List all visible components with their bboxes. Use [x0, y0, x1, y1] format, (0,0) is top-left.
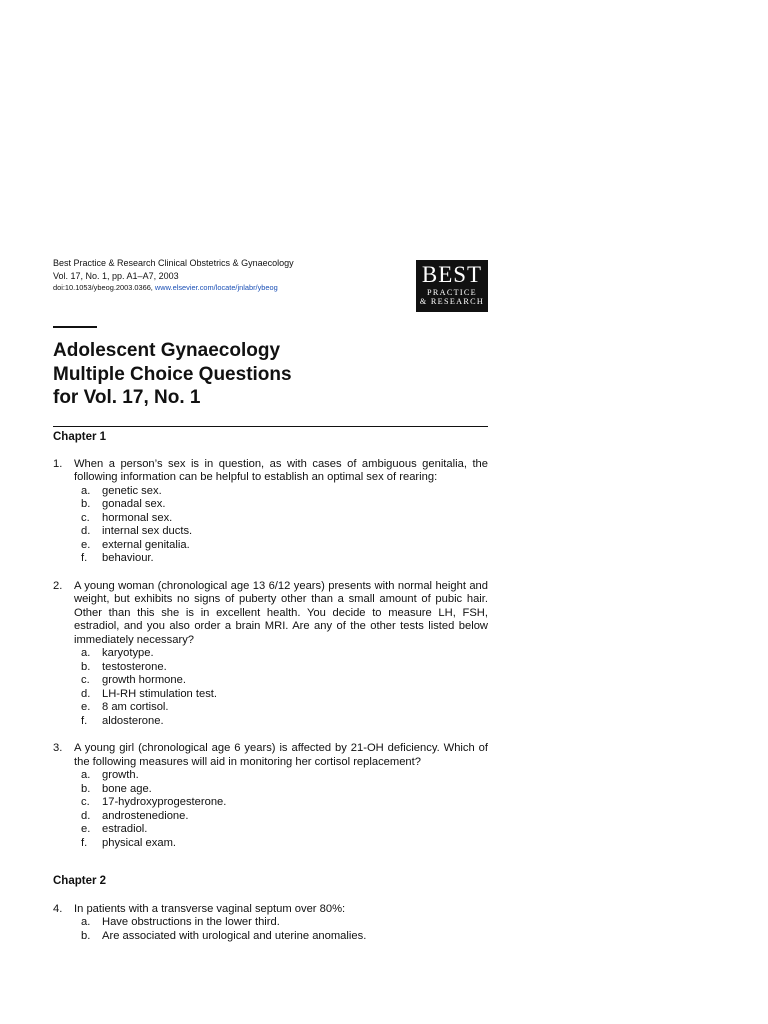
option-item	[74, 715, 488, 729]
logo-line-best: BEST	[421, 262, 483, 287]
option-item	[74, 498, 488, 512]
option-text: Have obstructions in the lower third.	[102, 916, 280, 928]
journal-volume: Vol. 17, No. 1, pp. A1–A7, 2003	[53, 270, 179, 281]
option-letter: f.	[81, 714, 88, 727]
option-text: androstenedione.	[102, 809, 189, 822]
option-letter: d.	[81, 687, 91, 700]
question-text: A young girl (chronological age 6 years) is affected by 21-OH deficiency. Which of the following measures will aid in monitoring her cortisol replacement?	[74, 742, 488, 768]
option-item	[74, 539, 488, 553]
journal-doi: doi:10.1053/ybeog.2003.0366,	[53, 283, 155, 292]
option-item	[74, 796, 488, 810]
option-text: gonadal sex.	[102, 498, 166, 510]
option-text: testosterone.	[102, 660, 167, 673]
option-text: Are associated with urological and uterine anomalies.	[102, 929, 367, 942]
option-letter: a.	[81, 769, 91, 781]
question-number: 3.	[53, 742, 63, 754]
title-line-2: Multiple Choice Questions	[53, 363, 292, 385]
title-line-1: Adolescent Gynaecology	[53, 340, 281, 361]
option-list	[74, 647, 488, 728]
option-letter: a.	[81, 916, 91, 928]
option-text: genetic sex.	[102, 484, 162, 497]
option-letter: c.	[81, 674, 90, 686]
question-2	[53, 580, 488, 729]
option-item	[74, 552, 488, 566]
option-letter: e.	[81, 823, 91, 835]
option-letter: f.	[81, 552, 88, 564]
option-item	[74, 647, 488, 661]
logo-line-practice: PRACTICE	[427, 288, 477, 297]
question-number: 2.	[53, 579, 63, 592]
option-letter: d.	[81, 525, 91, 537]
question-number: 1.	[53, 457, 63, 470]
question-number: 4.	[53, 902, 63, 915]
option-item	[74, 916, 488, 930]
option-letter: b.	[81, 782, 91, 795]
option-item	[74, 512, 488, 526]
chapter-heading: Chapter 2	[53, 875, 107, 887]
question-text: When a person’s sex is in question, as with cases of ambiguous genitalia, the following information can be helpful to establish an optimal sex of rearing:	[74, 457, 488, 483]
question-4	[53, 903, 488, 944]
question-text: A young woman (chronological age 13 6/12 years) presents with normal height and weight, but exhibits no signs of puberty other than a small amount of pubic hair. Other than this she is in excellent health. You decide to measure LH, FSH, estradiol, and you also order a brain MRI. Are any of the other tests listed below immediately necessary?	[74, 579, 488, 646]
option-letter: b.	[81, 929, 91, 942]
option-letter: b.	[81, 498, 91, 510]
journal-doi-line	[53, 282, 413, 293]
option-text: behaviour.	[102, 552, 154, 564]
option-item	[74, 930, 488, 944]
title-line-3: for Vol. 17, No. 1	[53, 387, 201, 408]
option-item	[74, 525, 488, 539]
option-text: hormonal sex.	[102, 511, 173, 524]
journal-citation	[53, 257, 413, 293]
option-item	[74, 837, 488, 851]
option-item	[74, 661, 488, 675]
option-item	[74, 783, 488, 797]
option-list	[74, 916, 488, 943]
chapter-heading: Chapter 1	[53, 431, 107, 443]
title-divider	[53, 426, 488, 427]
option-text: growth.	[102, 769, 139, 781]
question-text: In patients with a transverse vaginal septum over 80%:	[74, 902, 346, 915]
option-item	[74, 769, 488, 783]
logo-line-research: & RESEARCH	[419, 297, 485, 306]
option-letter: f.	[81, 836, 88, 849]
option-text: external genitalia.	[102, 538, 190, 551]
option-item	[74, 810, 488, 824]
option-text: growth hormone.	[102, 674, 186, 686]
option-text: aldosterone.	[102, 714, 164, 727]
option-text: estradiol.	[102, 823, 148, 835]
option-text: bone age.	[102, 782, 152, 795]
option-text: LH-RH stimulation test.	[102, 687, 218, 700]
best-practice-logo	[416, 260, 488, 312]
option-letter: e.	[81, 538, 91, 551]
option-list	[74, 485, 488, 566]
option-text: internal sex ducts.	[102, 525, 193, 537]
option-letter: c.	[81, 796, 90, 808]
option-text: karyotype.	[102, 647, 154, 659]
journal-url-link[interactable]: www.elsevier.com/locate/jnlabr/ybeog	[154, 283, 278, 292]
option-text: 17-hydroxyprogesterone.	[102, 796, 227, 808]
option-item	[74, 823, 488, 837]
option-text: physical exam.	[102, 836, 176, 849]
question-3	[53, 742, 488, 850]
option-letter: a.	[81, 484, 91, 497]
option-letter: e.	[81, 701, 91, 713]
title-short-rule	[53, 326, 97, 328]
journal-name: Best Practice & Research Clinical Obstetrics & Gynaecology	[53, 258, 294, 268]
option-text: 8 am cortisol.	[102, 701, 169, 713]
option-item	[74, 485, 488, 499]
article-title	[53, 339, 493, 410]
option-item	[74, 701, 488, 715]
option-letter: a.	[81, 647, 91, 659]
option-letter: b.	[81, 660, 91, 673]
option-letter: c.	[81, 511, 90, 524]
option-letter: d.	[81, 809, 91, 822]
questions-content	[53, 431, 488, 957]
option-item	[74, 674, 488, 688]
option-item	[74, 688, 488, 702]
option-list	[74, 769, 488, 850]
question-1	[53, 458, 488, 566]
